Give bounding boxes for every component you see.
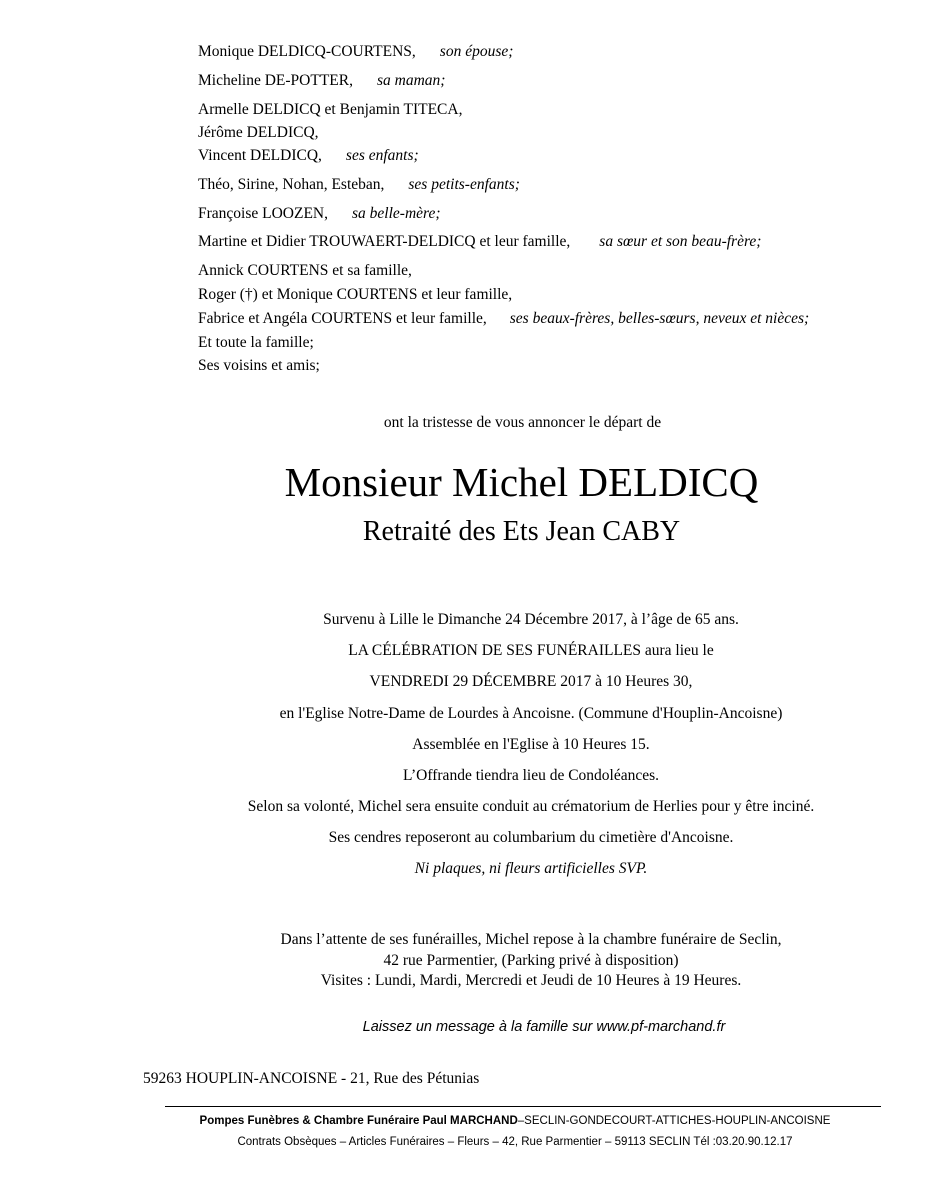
family-names: Vincent DELDICQ,	[198, 147, 322, 164]
footer-company: Pompes Funèbres & Chambre Funéraire Paul MARCHAND	[199, 1115, 518, 1127]
rest-block	[0, 930, 947, 992]
deceased-occupation: Retraité des Ets Jean CABY	[362, 516, 681, 547]
detail-line: L’Offrande tiendra lieu de Condoléances.	[402, 767, 660, 784]
family-names: Fabrice et Angéla COURTENS et leur famille,	[198, 310, 487, 327]
family-line	[198, 286, 512, 304]
family-relation: sa maman;	[376, 72, 446, 89]
family-names: Armelle DELDICQ et Benjamin TITECA,	[198, 101, 463, 118]
family-line	[198, 101, 462, 119]
family-line	[198, 124, 319, 142]
family-line	[198, 205, 441, 223]
family-names: Annick COURTENS et sa famille,	[198, 262, 412, 279]
family-line	[198, 43, 513, 61]
detail-line: Ses cendres reposeront au columbarium du cimetière d'Ancoisne.	[328, 829, 734, 846]
rest-line: Visites : Lundi, Mardi, Mercredi et Jeudi de 10 Heures à 19 Heures.	[320, 972, 742, 989]
family-names: Martine et Didier TROUWAERT-DELDICQ et leur famille,	[198, 233, 571, 250]
detail-line: Selon sa volonté, Michel sera ensuite conduit au crématorium de Herlies pour y être inciné.	[247, 798, 815, 815]
deceased-name: Monsieur Michel DELDICQ	[284, 459, 759, 505]
detail-line: Assemblée en l'Eglise à 10 Heures 15.	[412, 736, 650, 753]
family-names: Ses voisins et amis;	[198, 357, 320, 374]
detail-note: Ni plaques, ni fleurs artificielles SVP.	[414, 860, 648, 877]
footer-locations: –SECLIN-GONDECOURT-ATTICHES-HOUPLIN-ANCOISNE	[517, 1115, 831, 1127]
detail-line: LA CÉLÉBRATION DE SES FUNÉRAILLES aura lieu le	[348, 642, 714, 659]
family-line	[198, 357, 320, 375]
family-line	[198, 334, 314, 352]
footer-contact: Contrats Obsèques – Articles Funéraires – Fleurs – 42, Rue Parmentier – 59113 SECLIN Tél :03.20.90.12.17	[237, 1136, 793, 1148]
family-line	[198, 72, 445, 90]
family-line	[198, 147, 419, 165]
family-names: Et toute la famille;	[198, 334, 314, 351]
rest-line: 42 rue Parmentier, (Parking privé à disposition)	[383, 951, 679, 969]
family-relation: sa sœur et son beau-frère;	[599, 233, 762, 250]
family-line	[198, 310, 809, 328]
family-relation: son épouse;	[439, 43, 514, 60]
family-relation: ses beaux-frères, belles-sœurs, neveux et nièces;	[509, 310, 810, 327]
footer-company-line	[0, 1114, 947, 1129]
family-relation: ses petits-enfants;	[408, 176, 520, 193]
footer-divider	[165, 1106, 881, 1107]
rest-line: Dans l’attente de ses funérailles, Michel repose à la chambre funéraire de Seclin,	[280, 931, 782, 948]
detail-line: VENDREDI 29 DÉCEMBRE 2017 à 10 Heures 30,	[369, 673, 693, 690]
detail-line: Survenu à Lille le Dimanche 24 Décembre 2017, à l’âge de 65 ans.	[323, 611, 739, 628]
family-relation: ses enfants;	[345, 147, 419, 164]
family-names: Monique DELDICQ-COURTENS,	[198, 43, 416, 60]
family-relation: sa belle-mère;	[352, 205, 441, 222]
family-names: Roger (†) et Monique COURTENS et leur famille,	[198, 286, 513, 303]
family-names: Françoise LOOZEN,	[198, 205, 328, 222]
family-names: Théo, Sirine, Nohan, Esteban,	[198, 176, 385, 193]
home-address: 59263 HOUPLIN-ANCOISNE - 21, Rue des Pétunias	[143, 1070, 480, 1087]
announcement: ont la tristesse de vous annoncer le départ de	[383, 414, 662, 431]
family-names: Micheline DE-POTTER,	[198, 72, 353, 89]
family-line	[198, 262, 412, 280]
family-names: Jérôme DELDICQ,	[198, 124, 319, 141]
family-line	[198, 176, 520, 194]
website-message: Laissez un message à la famille sur www.pf-marchand.fr	[362, 1019, 726, 1035]
detail-line: en l'Eglise Notre-Dame de Lourdes à Ancoisne. (Commune d'Houplin-Ancoisne)	[279, 705, 783, 722]
family-line	[198, 233, 761, 251]
